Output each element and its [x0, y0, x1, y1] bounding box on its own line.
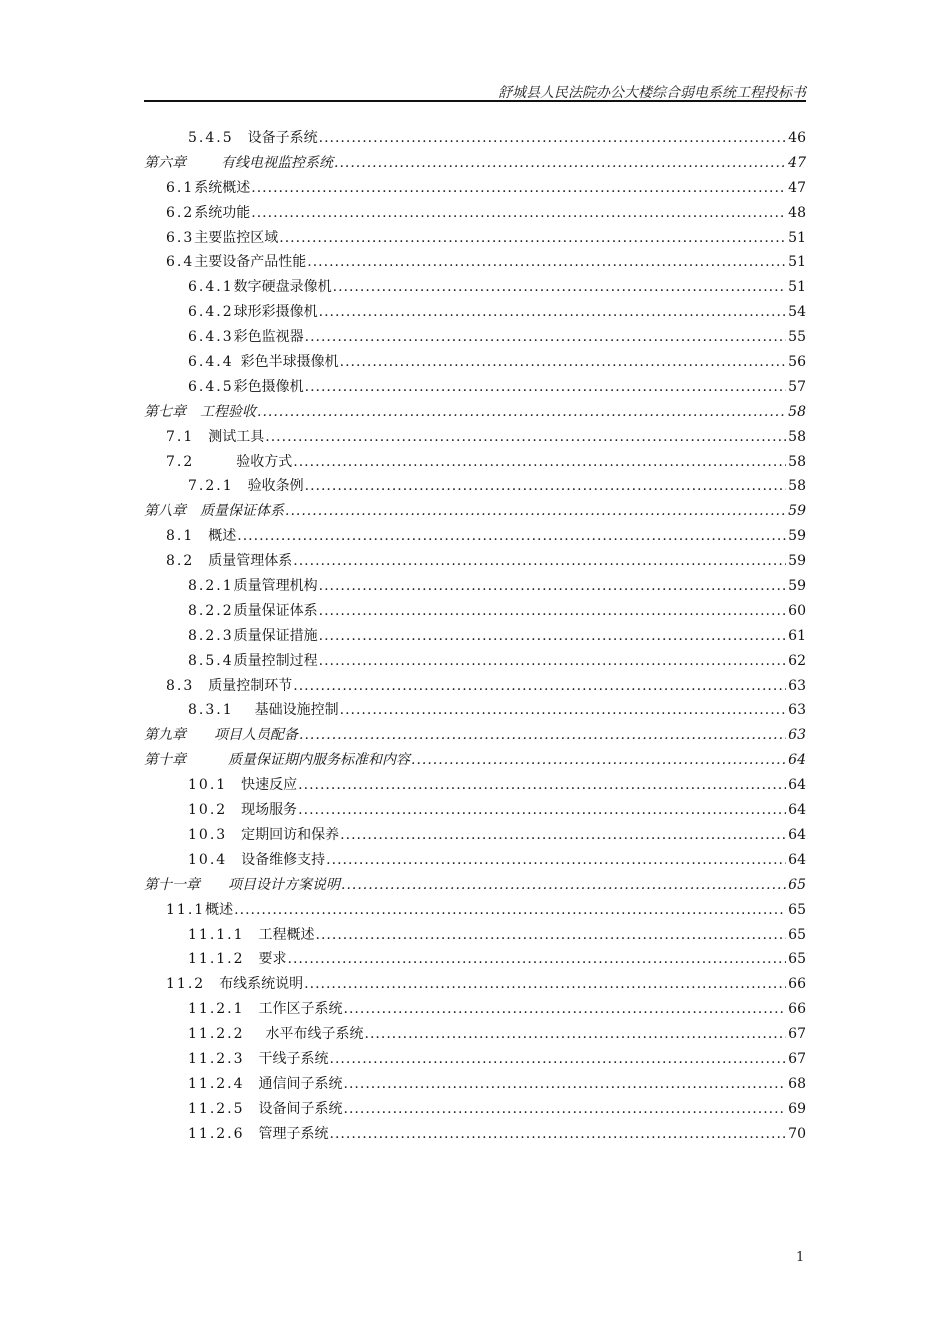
- toc-entry-title: 定期回访和保养: [241, 826, 340, 843]
- toc-entry-number: 10.4: [188, 851, 228, 868]
- toc-entry-title: 设备维修支持: [241, 851, 326, 868]
- toc-entry-label: [166, 898, 233, 923]
- toc-entry[interactable]: [144, 997, 806, 1022]
- toc-entry-label: [166, 674, 292, 699]
- toc-entry-number: 6.4: [166, 254, 195, 271]
- toc-entry[interactable]: [144, 126, 806, 151]
- toc-dot-leader: [330, 1047, 786, 1072]
- toc-dot-leader: [251, 201, 786, 226]
- toc-entry-title: 有线电视监控系统: [221, 154, 333, 171]
- toc-entry-title: 快速反应: [241, 777, 298, 794]
- toc-dot-leader: [344, 1097, 786, 1122]
- toc-entry-title: 项目人员配备: [214, 727, 298, 744]
- toc-entry[interactable]: [144, 698, 806, 723]
- toc-entry-number: 6.4.4: [188, 354, 234, 371]
- toc-dot-leader: [299, 723, 786, 748]
- toc-entry-label: [144, 151, 333, 176]
- page-number: 1: [796, 1250, 805, 1265]
- toc-entry-label: [166, 425, 264, 450]
- toc-page-number: 64: [788, 802, 806, 819]
- toc-page-number: 69: [788, 1100, 806, 1117]
- toc-entry-title: 系统功能: [194, 204, 251, 221]
- toc-entry-title: 彩色摄像机: [233, 378, 304, 395]
- toc-entry-label: [188, 798, 297, 823]
- toc-entry-title: 数字硬盘录像机: [233, 279, 332, 296]
- toc-dot-leader: [298, 773, 786, 798]
- toc-entry-label: [188, 947, 287, 972]
- toc-entry-label: [188, 1072, 343, 1097]
- toc-entry-number: 6.4.5: [188, 378, 234, 395]
- toc-entry[interactable]: [144, 624, 806, 649]
- toc-entry-number: 8.1: [166, 528, 195, 545]
- toc-entry-label: [188, 624, 318, 649]
- toc-entry-number: 10.3: [188, 826, 228, 843]
- toc-entry-title: 质量控制环节: [208, 677, 293, 694]
- toc-entry-title: 工程验收: [200, 403, 256, 420]
- toc-entry-number: 8.2: [166, 553, 195, 570]
- toc-page-number: 64: [788, 826, 806, 843]
- toc-dot-leader: [319, 300, 786, 325]
- toc-entry-number: 11.2.2: [188, 1026, 245, 1043]
- toc-entry[interactable]: [144, 201, 806, 226]
- toc-chapter-entry[interactable]: [144, 873, 806, 898]
- toc-entry[interactable]: [144, 898, 806, 923]
- toc-dot-leader: [316, 923, 786, 948]
- toc-entry[interactable]: [144, 823, 806, 848]
- toc-entry-label: [188, 474, 304, 499]
- toc-page-number: 64: [788, 851, 806, 868]
- toc-dot-leader: [234, 898, 786, 923]
- toc-entry[interactable]: [144, 798, 806, 823]
- toc-entry-label: [188, 375, 304, 400]
- toc-dot-leader: [340, 698, 786, 723]
- toc-entry-label: [188, 325, 304, 350]
- toc-entry-label: [188, 300, 318, 325]
- toc-page-number: 65: [788, 901, 806, 918]
- toc-entry-title: 要求: [258, 951, 287, 968]
- toc-dot-leader: [285, 499, 786, 524]
- toc-entry-number: 8.3.1: [188, 702, 234, 719]
- toc-entry-number: 第九章: [144, 727, 186, 744]
- toc-page-number: 59: [788, 553, 806, 570]
- toc-dot-leader: [319, 624, 786, 649]
- toc-page-number: 65: [788, 876, 806, 893]
- toc-entry-number: 第七章: [144, 403, 186, 420]
- toc-entry-number: 第六章: [144, 154, 186, 171]
- toc-entry-number: 7.1: [166, 428, 195, 445]
- toc-entry-number: 8.2.1: [188, 578, 234, 595]
- toc-entry-number: 第十一章: [144, 876, 200, 893]
- toc-entry[interactable]: [144, 972, 806, 997]
- toc-entry[interactable]: [144, 350, 806, 375]
- toc-entry-label: [188, 126, 318, 151]
- toc-entry-label: [188, 1022, 364, 1047]
- toc-page-number: 58: [788, 403, 806, 420]
- toc-dot-leader: [319, 649, 786, 674]
- toc-entry-title: 验收方式: [236, 453, 293, 470]
- toc-entry-title: 设备子系统: [247, 130, 318, 146]
- toc-entry-number: 6.4.3: [188, 329, 234, 346]
- toc-entry-title: 质量管理机构: [233, 578, 318, 595]
- toc-entry-title: 验收条例: [247, 478, 304, 495]
- toc-entry-label: [188, 698, 339, 723]
- toc-page-number: 47: [788, 179, 806, 196]
- toc-entry-label: [188, 1047, 329, 1072]
- toc-dot-leader: [257, 400, 786, 425]
- toc-page-number: 68: [788, 1075, 806, 1092]
- toc-entry-number: 11.2.4: [188, 1075, 245, 1092]
- toc-dot-leader: [340, 350, 786, 375]
- toc-entry-label: [166, 201, 250, 226]
- toc-entry-label: [188, 1122, 329, 1147]
- toc-entry-title: 质量保证期内服务标准和内容: [228, 752, 410, 769]
- toc-page-number: 65: [788, 926, 806, 943]
- toc-page-number: 54: [788, 304, 806, 321]
- toc-page-number: 63: [788, 727, 806, 744]
- toc-entry-title: 彩色半球摄像机: [240, 354, 339, 371]
- toc-entry-title: 球形彩摄像机: [233, 304, 318, 321]
- toc-entry-title: 质量保证措施: [233, 627, 318, 644]
- toc-page-number: 56: [788, 354, 806, 371]
- toc-page-number: 58: [788, 478, 806, 495]
- toc-dot-leader: [293, 450, 786, 475]
- toc-entry-title: 质量保证体系: [200, 503, 284, 520]
- toc-entry-number: 6.1: [166, 179, 195, 196]
- toc-entry-title: 系统概述: [194, 179, 251, 196]
- toc-entry-number: 11.2.6: [188, 1125, 245, 1142]
- toc-entry-number: 6.3: [166, 229, 195, 246]
- toc-entry-number: 10.1: [188, 777, 228, 794]
- toc-entry-title: 管理子系统: [258, 1125, 329, 1142]
- toc-entry-title: 概述: [205, 901, 234, 918]
- toc-entry-number: 11.1.2: [188, 951, 245, 968]
- toc-entry-title: 设备间子系统: [258, 1100, 343, 1117]
- toc-entry-number: 6.4.2: [188, 304, 234, 321]
- toc-dot-leader: [365, 1022, 786, 1047]
- toc-entry[interactable]: [144, 947, 806, 972]
- toc-entry-title: 现场服务: [241, 802, 298, 819]
- toc-entry-label: [188, 823, 339, 848]
- toc-entry[interactable]: [144, 549, 806, 574]
- toc-chapter-entry[interactable]: [144, 748, 806, 773]
- toc-page-number: 51: [788, 279, 806, 296]
- toc-dot-leader: [411, 748, 786, 773]
- toc-entry-title: 质量保证体系: [233, 602, 318, 619]
- toc-dot-leader: [344, 1072, 786, 1097]
- toc-entry[interactable]: [144, 250, 806, 275]
- toc-entry[interactable]: [144, 649, 806, 674]
- toc-dot-leader: [305, 325, 786, 350]
- toc-entry-title: 彩色监视器: [233, 329, 304, 346]
- toc-entry-label: [166, 450, 292, 475]
- toc-dot-leader: [251, 176, 786, 201]
- toc-page-number: 67: [788, 1050, 806, 1067]
- toc-dot-leader: [293, 549, 786, 574]
- toc-entry[interactable]: [144, 226, 806, 251]
- toc-dot-leader: [344, 997, 786, 1022]
- toc-entry-label: [188, 574, 318, 599]
- toc-page-number: 63: [788, 702, 806, 719]
- toc-page-number: 58: [788, 453, 806, 470]
- toc-page-number: 48: [788, 204, 806, 221]
- toc-entry-label: [188, 997, 343, 1022]
- toc-entry[interactable]: [144, 1097, 806, 1122]
- toc-entry[interactable]: [144, 1047, 806, 1072]
- toc-entry-number: 11.2.1: [188, 1001, 245, 1018]
- toc-entry-number: 7.2: [166, 453, 195, 470]
- toc-page-number: 59: [788, 503, 806, 520]
- toc-entry-label: [188, 773, 297, 798]
- toc-entry[interactable]: [144, 599, 806, 624]
- toc-dot-leader: [288, 947, 786, 972]
- toc-entry-label: [188, 275, 332, 300]
- toc-entry-number: 6.2: [166, 204, 195, 221]
- toc-entry-label: [188, 649, 318, 674]
- toc-entry-number: 11.1: [166, 901, 206, 918]
- toc-entry-label: [188, 599, 318, 624]
- toc-dot-leader: [305, 375, 786, 400]
- toc-entry[interactable]: [144, 848, 806, 873]
- toc-page-number: 47: [788, 154, 806, 171]
- toc-entry-number: 10.2: [188, 802, 228, 819]
- toc-entry-label: [166, 549, 292, 574]
- toc-entry[interactable]: [144, 1122, 806, 1147]
- toc-chapter-entry[interactable]: [144, 400, 806, 425]
- toc-dot-leader: [307, 250, 786, 275]
- toc-chapter-entry[interactable]: [144, 499, 806, 524]
- toc-dot-leader: [319, 574, 786, 599]
- toc-entry-label: [144, 400, 256, 425]
- toc-entry-label: [188, 350, 339, 375]
- toc-entry-title: 质量管理体系: [208, 553, 293, 570]
- toc-entry-number: 8.3: [166, 677, 195, 694]
- toc-entry-title: 干线子系统: [258, 1050, 329, 1067]
- header-rule: [144, 100, 806, 102]
- toc-dot-leader: [334, 151, 786, 176]
- toc-entry-number: 8.5.4: [188, 652, 234, 669]
- toc-entry-number: 8.2.2: [188, 602, 234, 619]
- toc-entry-title: 概述: [208, 528, 237, 545]
- toc-page-number: 63: [788, 677, 806, 694]
- toc-entry-title: 主要监控区域: [194, 229, 279, 246]
- toc-dot-leader: [293, 674, 786, 699]
- table-of-contents: [144, 126, 806, 1147]
- toc-entry[interactable]: [144, 1072, 806, 1097]
- toc-entry-number: 11.2: [166, 976, 206, 993]
- toc-entry[interactable]: [144, 474, 806, 499]
- toc-entry-title: 通信间子系统: [258, 1075, 343, 1092]
- toc-page-number: 51: [788, 254, 806, 271]
- toc-page-number: 59: [788, 578, 806, 595]
- toc-entry-label: [144, 873, 340, 898]
- toc-entry-number: 7.2.1: [188, 478, 234, 495]
- toc-dot-leader: [304, 972, 786, 997]
- toc-dot-leader: [330, 1122, 786, 1147]
- toc-entry-title: 测试工具: [208, 428, 265, 445]
- toc-entry-label: [166, 524, 236, 549]
- toc-entry[interactable]: [144, 574, 806, 599]
- toc-dot-leader: [319, 126, 786, 151]
- toc-page-number: 46: [788, 130, 806, 146]
- toc-entry-number: 11.2.5: [188, 1100, 245, 1117]
- toc-entry-title: 布线系统说明: [219, 976, 304, 993]
- toc-page-number: 59: [788, 528, 806, 545]
- toc-entry[interactable]: [144, 375, 806, 400]
- toc-page-number: 55: [788, 329, 806, 346]
- toc-page-number: 66: [788, 1001, 806, 1018]
- toc-page-number: 64: [788, 777, 806, 794]
- toc-page-number: 62: [788, 652, 806, 669]
- toc-dot-leader: [265, 425, 786, 450]
- toc-entry-label: [166, 972, 303, 997]
- toc-entry[interactable]: [144, 524, 806, 549]
- toc-chapter-entry[interactable]: [144, 723, 806, 748]
- toc-entry-title: 主要设备产品性能: [194, 254, 307, 271]
- toc-entry[interactable]: [144, 450, 806, 475]
- toc-page-number: 51: [788, 229, 806, 246]
- toc-entry-number: 11.2.3: [188, 1050, 245, 1067]
- toc-dot-leader: [298, 798, 786, 823]
- toc-entry[interactable]: [144, 773, 806, 798]
- toc-entry-title: 工作区子系统: [258, 1001, 343, 1018]
- toc-page-number: 67: [788, 1026, 806, 1043]
- toc-entry-title: 基础设施控制: [254, 702, 339, 719]
- toc-entry[interactable]: [144, 275, 806, 300]
- toc-entry-label: [144, 748, 410, 773]
- header-title: 舒城县人民法院办公大楼综合弱电系统工程投标书: [498, 85, 806, 101]
- toc-dot-leader: [237, 524, 786, 549]
- toc-entry-label: [188, 848, 325, 873]
- toc-entry-label: [144, 499, 284, 524]
- toc-entry[interactable]: [144, 300, 806, 325]
- toc-entry-number: 第十章: [144, 752, 186, 769]
- toc-page-number: 61: [788, 627, 806, 644]
- toc-entry-title: 水平布线子系统: [265, 1026, 364, 1043]
- toc-entry-label: [166, 226, 278, 251]
- toc-entry-title: 项目设计方案说明: [228, 876, 340, 893]
- toc-entry-number: 8.2.3: [188, 627, 234, 644]
- toc-entry-label: [166, 176, 250, 201]
- toc-dot-leader: [333, 275, 786, 300]
- toc-entry-label: [188, 1097, 343, 1122]
- toc-entry[interactable]: [144, 325, 806, 350]
- toc-page-number: 57: [788, 378, 806, 395]
- toc-entry[interactable]: [144, 176, 806, 201]
- toc-page-number: 64: [788, 752, 806, 769]
- toc-page-number: 70: [788, 1125, 806, 1142]
- toc-entry-label: [144, 723, 298, 748]
- toc-page-number: 58: [788, 428, 806, 445]
- toc-dot-leader: [279, 226, 786, 251]
- toc-dot-leader: [319, 599, 786, 624]
- toc-entry-number: 6.4.1: [188, 279, 234, 296]
- toc-entry-number: 11.1.1: [188, 926, 245, 943]
- toc-dot-leader: [305, 474, 786, 499]
- toc-entry-title: 质量控制过程: [233, 652, 318, 669]
- toc-entry-number: 第八章: [144, 503, 186, 520]
- toc-entry[interactable]: [144, 674, 806, 699]
- toc-dot-leader: [341, 873, 786, 898]
- toc-dot-leader: [340, 823, 786, 848]
- toc-page-number: 60: [788, 602, 806, 619]
- toc-entry[interactable]: [144, 923, 806, 948]
- toc-entry-label: [166, 250, 306, 275]
- toc-entry-label: [188, 923, 315, 948]
- toc-page-number: 66: [788, 976, 806, 993]
- toc-dot-leader: [326, 848, 786, 873]
- toc-entry[interactable]: [144, 1022, 806, 1047]
- toc-entry-title: 工程概述: [258, 926, 315, 943]
- toc-entry[interactable]: [144, 425, 806, 450]
- toc-chapter-entry[interactable]: [144, 151, 806, 176]
- toc-entry-number: 5.4.5: [188, 130, 234, 146]
- toc-page-number: 65: [788, 951, 806, 968]
